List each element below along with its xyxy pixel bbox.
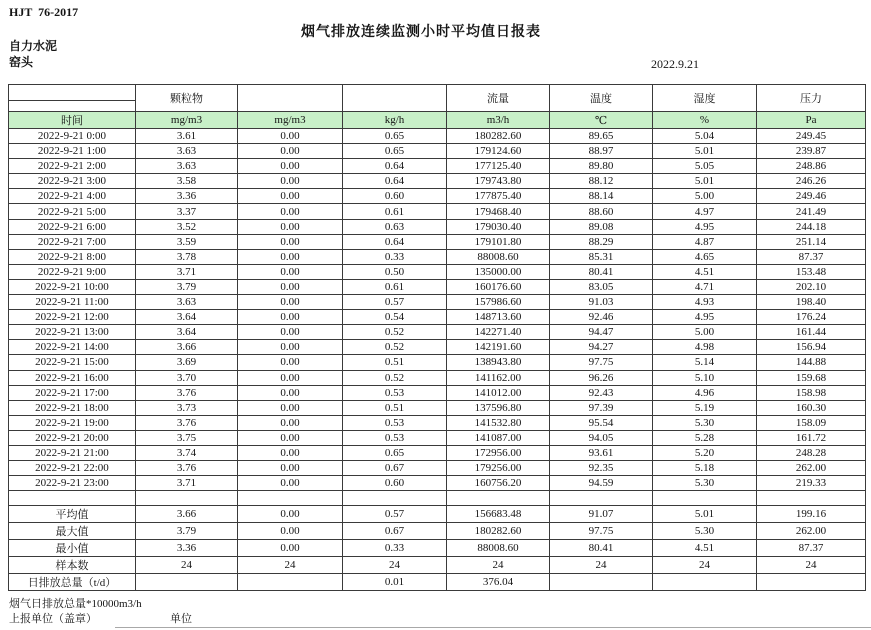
value-cell: 5.01 bbox=[653, 144, 757, 159]
time-cell: 2022-9-21 21:00 bbox=[9, 445, 136, 460]
summary-value bbox=[550, 573, 653, 590]
standard-code: HJT 76-2017 bbox=[9, 5, 79, 19]
value-cell: 0.61 bbox=[343, 204, 447, 219]
table-row bbox=[9, 461, 866, 476]
time-cell: 2022-9-21 2:00 bbox=[9, 159, 136, 174]
data-rows bbox=[9, 129, 866, 491]
value-cell: 202.10 bbox=[757, 279, 866, 294]
value-cell: 4.98 bbox=[653, 340, 757, 355]
value-cell: 0.00 bbox=[238, 370, 343, 385]
time-cell: 2022-9-21 17:00 bbox=[9, 385, 136, 400]
table-row bbox=[9, 340, 866, 355]
value-cell: 88.60 bbox=[550, 204, 653, 219]
summary-value: 24 bbox=[238, 556, 343, 573]
value-cell: 94.47 bbox=[550, 325, 653, 340]
value-cell: 160.30 bbox=[757, 400, 866, 415]
summary-value: 24 bbox=[550, 556, 653, 573]
summary-value bbox=[653, 573, 757, 590]
header-pressure: 压力 bbox=[757, 85, 866, 112]
summary-label: 样本数 bbox=[9, 556, 136, 573]
value-cell: 0.63 bbox=[343, 219, 447, 234]
time-cell: 2022-9-21 14:00 bbox=[9, 340, 136, 355]
header-blank-top bbox=[9, 85, 135, 101]
value-cell: 87.37 bbox=[757, 249, 866, 264]
value-cell: 5.28 bbox=[653, 430, 757, 445]
summary-value: 3.36 bbox=[136, 539, 238, 556]
company-name: 自力水泥 bbox=[9, 39, 58, 53]
time-cell: 2022-9-21 5:00 bbox=[9, 204, 136, 219]
value-cell: 5.01 bbox=[653, 174, 757, 189]
value-cell: 97.75 bbox=[550, 355, 653, 370]
header-blank-bottom bbox=[9, 101, 135, 111]
value-cell: 94.27 bbox=[550, 340, 653, 355]
table-row bbox=[9, 174, 866, 189]
spacer-row bbox=[9, 491, 866, 506]
value-cell: 0.00 bbox=[238, 385, 343, 400]
header-humidity: 湿度 bbox=[653, 85, 757, 112]
time-cell: 2022-9-21 10:00 bbox=[9, 279, 136, 294]
summary-row bbox=[9, 573, 866, 590]
value-cell: 0.54 bbox=[343, 310, 447, 325]
value-cell: 0.53 bbox=[343, 430, 447, 445]
value-cell: 80.41 bbox=[550, 264, 653, 279]
value-cell: 4.51 bbox=[653, 264, 757, 279]
value-cell: 88.12 bbox=[550, 174, 653, 189]
value-cell: 3.79 bbox=[136, 279, 238, 294]
value-cell: 89.80 bbox=[550, 159, 653, 174]
value-cell: 180282.60 bbox=[447, 129, 550, 144]
value-cell: 5.14 bbox=[653, 355, 757, 370]
value-cell: 3.37 bbox=[136, 204, 238, 219]
summary-label: 日排放总量（t/d） bbox=[9, 573, 136, 590]
summary-row bbox=[9, 556, 866, 573]
value-cell: 3.70 bbox=[136, 370, 238, 385]
value-cell: 159.68 bbox=[757, 370, 866, 385]
value-cell: 161.44 bbox=[757, 325, 866, 340]
value-cell: 0.57 bbox=[343, 295, 447, 310]
report-date: 2022.9.21 bbox=[651, 57, 699, 71]
value-cell: 89.65 bbox=[550, 129, 653, 144]
table-row bbox=[9, 144, 866, 159]
summary-label: 最小值 bbox=[9, 539, 136, 556]
station-name: 窑头 bbox=[9, 55, 34, 69]
value-cell: 3.75 bbox=[136, 430, 238, 445]
value-cell: 246.26 bbox=[757, 174, 866, 189]
value-cell: 157986.60 bbox=[447, 295, 550, 310]
unit-mgm3-2: mg/m3 bbox=[238, 112, 343, 129]
value-cell: 88.14 bbox=[550, 189, 653, 204]
value-cell: 239.87 bbox=[757, 144, 866, 159]
value-cell: 3.59 bbox=[136, 234, 238, 249]
value-cell: 3.74 bbox=[136, 445, 238, 460]
summary-value bbox=[757, 573, 866, 590]
value-cell: 179124.60 bbox=[447, 144, 550, 159]
summary-label: 平均值 bbox=[9, 505, 136, 522]
value-cell: 249.46 bbox=[757, 189, 866, 204]
value-cell: 248.28 bbox=[757, 445, 866, 460]
header-blank-2 bbox=[238, 85, 343, 112]
value-cell: 135000.00 bbox=[447, 264, 550, 279]
value-cell: 5.00 bbox=[653, 325, 757, 340]
value-cell: 148713.60 bbox=[447, 310, 550, 325]
value-cell: 0.52 bbox=[343, 340, 447, 355]
value-cell: 248.86 bbox=[757, 159, 866, 174]
table-row bbox=[9, 204, 866, 219]
value-cell: 85.31 bbox=[550, 249, 653, 264]
value-cell: 0.00 bbox=[238, 174, 343, 189]
value-cell: 0.00 bbox=[238, 310, 343, 325]
value-cell: 249.45 bbox=[757, 129, 866, 144]
value-cell: 0.00 bbox=[238, 159, 343, 174]
time-cell: 2022-9-21 18:00 bbox=[9, 400, 136, 415]
value-cell: 179030.40 bbox=[447, 219, 550, 234]
table-row bbox=[9, 159, 866, 174]
value-cell: 94.59 bbox=[550, 476, 653, 491]
value-cell: 5.10 bbox=[653, 370, 757, 385]
value-cell: 142191.60 bbox=[447, 340, 550, 355]
value-cell: 0.00 bbox=[238, 445, 343, 460]
value-cell: 4.96 bbox=[653, 385, 757, 400]
value-cell: 0.00 bbox=[238, 340, 343, 355]
summary-value: 0.33 bbox=[343, 539, 447, 556]
summary-value: 0.00 bbox=[238, 522, 343, 539]
value-cell: 0.00 bbox=[238, 144, 343, 159]
time-cell: 2022-9-21 11:00 bbox=[9, 295, 136, 310]
value-cell: 3.58 bbox=[136, 174, 238, 189]
value-cell: 0.51 bbox=[343, 355, 447, 370]
value-cell: 4.95 bbox=[653, 219, 757, 234]
summary-value: 5.30 bbox=[653, 522, 757, 539]
value-cell: 0.65 bbox=[343, 445, 447, 460]
bottom-divider bbox=[115, 627, 871, 628]
table-row bbox=[9, 415, 866, 430]
value-cell: 156.94 bbox=[757, 340, 866, 355]
value-cell: 3.76 bbox=[136, 385, 238, 400]
value-cell: 0.00 bbox=[238, 129, 343, 144]
table-row bbox=[9, 264, 866, 279]
value-cell: 0.00 bbox=[238, 355, 343, 370]
value-cell: 0.00 bbox=[238, 430, 343, 445]
value-cell: 179256.00 bbox=[447, 461, 550, 476]
value-cell: 0.33 bbox=[343, 249, 447, 264]
time-cell: 2022-9-21 8:00 bbox=[9, 249, 136, 264]
table-row bbox=[9, 370, 866, 385]
value-cell: 3.76 bbox=[136, 415, 238, 430]
value-cell: 172956.00 bbox=[447, 445, 550, 460]
value-cell: 0.00 bbox=[238, 461, 343, 476]
value-cell: 0.60 bbox=[343, 189, 447, 204]
value-cell: 0.00 bbox=[238, 476, 343, 491]
value-cell: 4.95 bbox=[653, 310, 757, 325]
unit-header-row bbox=[9, 112, 866, 129]
unit-mgm3-1: mg/m3 bbox=[136, 112, 238, 129]
value-cell: 0.00 bbox=[238, 204, 343, 219]
time-cell: 2022-9-21 1:00 bbox=[9, 144, 136, 159]
time-cell: 2022-9-21 6:00 bbox=[9, 219, 136, 234]
value-cell: 3.78 bbox=[136, 249, 238, 264]
summary-value: 199.16 bbox=[757, 505, 866, 522]
value-cell: 141012.00 bbox=[447, 385, 550, 400]
summary-value: 24 bbox=[653, 556, 757, 573]
table-row bbox=[9, 445, 866, 460]
value-cell: 219.33 bbox=[757, 476, 866, 491]
value-cell: 91.03 bbox=[550, 295, 653, 310]
table-row bbox=[9, 249, 866, 264]
value-cell: 3.64 bbox=[136, 310, 238, 325]
summary-value: 91.07 bbox=[550, 505, 653, 522]
value-cell: 5.04 bbox=[653, 129, 757, 144]
value-cell: 141087.00 bbox=[447, 430, 550, 445]
value-cell: 5.19 bbox=[653, 400, 757, 415]
summary-value: 3.66 bbox=[136, 505, 238, 522]
value-cell: 92.35 bbox=[550, 461, 653, 476]
summary-value: 180282.60 bbox=[447, 522, 550, 539]
value-cell: 3.69 bbox=[136, 355, 238, 370]
value-cell: 0.61 bbox=[343, 279, 447, 294]
table-row bbox=[9, 295, 866, 310]
table-row bbox=[9, 279, 866, 294]
summary-value: 0.00 bbox=[238, 505, 343, 522]
header-flow: 流量 bbox=[447, 85, 550, 112]
value-cell: 3.52 bbox=[136, 219, 238, 234]
value-cell: 144.88 bbox=[757, 355, 866, 370]
unit-label: 单位 bbox=[170, 613, 192, 625]
value-cell: 5.30 bbox=[653, 415, 757, 430]
reporting-unit-label: 上报单位（盖章） bbox=[9, 613, 97, 625]
value-cell: 137596.80 bbox=[447, 400, 550, 415]
value-cell: 160176.60 bbox=[447, 279, 550, 294]
flow-total-note: 烟气日排放总量*10000m3/h bbox=[9, 598, 142, 610]
value-cell: 3.63 bbox=[136, 295, 238, 310]
summary-value: 88008.60 bbox=[447, 539, 550, 556]
table-row bbox=[9, 310, 866, 325]
value-cell: 5.00 bbox=[653, 189, 757, 204]
value-cell: 0.52 bbox=[343, 325, 447, 340]
value-cell: 5.20 bbox=[653, 445, 757, 460]
value-cell: 251.14 bbox=[757, 234, 866, 249]
value-cell: 0.00 bbox=[238, 279, 343, 294]
value-cell: 88.29 bbox=[550, 234, 653, 249]
value-cell: 0.00 bbox=[238, 234, 343, 249]
value-cell: 0.64 bbox=[343, 174, 447, 189]
value-cell: 96.26 bbox=[550, 370, 653, 385]
table-row bbox=[9, 325, 866, 340]
value-cell: 176.24 bbox=[757, 310, 866, 325]
time-cell: 2022-9-21 9:00 bbox=[9, 264, 136, 279]
table-row bbox=[9, 385, 866, 400]
value-cell: 93.61 bbox=[550, 445, 653, 460]
value-cell: 3.36 bbox=[136, 189, 238, 204]
summary-row bbox=[9, 539, 866, 556]
summary-value: 376.04 bbox=[447, 573, 550, 590]
value-cell: 0.00 bbox=[238, 249, 343, 264]
summary-value: 24 bbox=[136, 556, 238, 573]
summary-rows bbox=[9, 491, 866, 591]
value-cell: 92.46 bbox=[550, 310, 653, 325]
value-cell: 3.61 bbox=[136, 129, 238, 144]
value-cell: 241.49 bbox=[757, 204, 866, 219]
summary-row bbox=[9, 505, 866, 522]
header-particulate: 颗粒物 bbox=[136, 85, 238, 112]
value-cell: 244.18 bbox=[757, 219, 866, 234]
value-cell: 5.05 bbox=[653, 159, 757, 174]
group-header-row bbox=[9, 85, 866, 112]
value-cell: 3.63 bbox=[136, 144, 238, 159]
unit-kgh: kg/h bbox=[343, 112, 447, 129]
summary-value: 24 bbox=[447, 556, 550, 573]
value-cell: 141162.00 bbox=[447, 370, 550, 385]
time-cell: 2022-9-21 20:00 bbox=[9, 430, 136, 445]
report-table bbox=[8, 84, 866, 591]
time-cell: 2022-9-21 3:00 bbox=[9, 174, 136, 189]
value-cell: 0.00 bbox=[238, 264, 343, 279]
value-cell: 94.05 bbox=[550, 430, 653, 445]
time-cell: 2022-9-21 22:00 bbox=[9, 461, 136, 476]
unit-m3h: m3/h bbox=[447, 112, 550, 129]
value-cell: 5.18 bbox=[653, 461, 757, 476]
table-row bbox=[9, 355, 866, 370]
value-cell: 3.73 bbox=[136, 400, 238, 415]
table-row bbox=[9, 476, 866, 491]
value-cell: 3.71 bbox=[136, 264, 238, 279]
value-cell: 0.65 bbox=[343, 129, 447, 144]
header-blank-3 bbox=[343, 85, 447, 112]
value-cell: 89.08 bbox=[550, 219, 653, 234]
value-cell: 3.64 bbox=[136, 325, 238, 340]
value-cell: 0.00 bbox=[238, 219, 343, 234]
value-cell: 0.60 bbox=[343, 476, 447, 491]
summary-value bbox=[136, 573, 238, 590]
summary-row bbox=[9, 522, 866, 539]
value-cell: 0.00 bbox=[238, 295, 343, 310]
value-cell: 0.00 bbox=[238, 189, 343, 204]
value-cell: 92.43 bbox=[550, 385, 653, 400]
value-cell: 158.09 bbox=[757, 415, 866, 430]
summary-value: 4.51 bbox=[653, 539, 757, 556]
value-cell: 0.52 bbox=[343, 370, 447, 385]
summary-value: 87.37 bbox=[757, 539, 866, 556]
summary-value: 0.67 bbox=[343, 522, 447, 539]
table-row bbox=[9, 234, 866, 249]
summary-value: 262.00 bbox=[757, 522, 866, 539]
value-cell: 179468.40 bbox=[447, 204, 550, 219]
value-cell: 153.48 bbox=[757, 264, 866, 279]
value-cell: 262.00 bbox=[757, 461, 866, 476]
summary-value: 97.75 bbox=[550, 522, 653, 539]
value-cell: 161.72 bbox=[757, 430, 866, 445]
value-cell: 158.98 bbox=[757, 385, 866, 400]
time-cell: 2022-9-21 7:00 bbox=[9, 234, 136, 249]
value-cell: 198.40 bbox=[757, 295, 866, 310]
time-cell: 2022-9-21 13:00 bbox=[9, 325, 136, 340]
value-cell: 138943.80 bbox=[447, 355, 550, 370]
time-cell: 2022-9-21 15:00 bbox=[9, 355, 136, 370]
table-row bbox=[9, 400, 866, 415]
value-cell: 179743.80 bbox=[447, 174, 550, 189]
summary-value: 80.41 bbox=[550, 539, 653, 556]
summary-value: 0.57 bbox=[343, 505, 447, 522]
value-cell: 4.87 bbox=[653, 234, 757, 249]
value-cell: 0.64 bbox=[343, 234, 447, 249]
summary-value: 24 bbox=[757, 556, 866, 573]
value-cell: 88.97 bbox=[550, 144, 653, 159]
value-cell: 4.71 bbox=[653, 279, 757, 294]
summary-value: 24 bbox=[343, 556, 447, 573]
summary-value bbox=[238, 573, 343, 590]
value-cell: 4.93 bbox=[653, 295, 757, 310]
unit-pa: Pa bbox=[757, 112, 866, 129]
value-cell: 0.64 bbox=[343, 159, 447, 174]
summary-value: 156683.48 bbox=[447, 505, 550, 522]
value-cell: 97.39 bbox=[550, 400, 653, 415]
unit-celsius: ℃ bbox=[550, 112, 653, 129]
time-cell: 2022-9-21 23:00 bbox=[9, 476, 136, 491]
value-cell: 5.30 bbox=[653, 476, 757, 491]
table-row bbox=[9, 219, 866, 234]
value-cell: 3.71 bbox=[136, 476, 238, 491]
value-cell: 142271.40 bbox=[447, 325, 550, 340]
value-cell: 0.53 bbox=[343, 385, 447, 400]
value-cell: 4.65 bbox=[653, 249, 757, 264]
header-time-blank bbox=[9, 85, 136, 112]
value-cell: 0.65 bbox=[343, 144, 447, 159]
value-cell: 0.00 bbox=[238, 415, 343, 430]
header-temperature: 温度 bbox=[550, 85, 653, 112]
summary-value: 0.00 bbox=[238, 539, 343, 556]
value-cell: 177875.40 bbox=[447, 189, 550, 204]
value-cell: 3.66 bbox=[136, 340, 238, 355]
value-cell: 160756.20 bbox=[447, 476, 550, 491]
value-cell: 88008.60 bbox=[447, 249, 550, 264]
time-cell: 2022-9-21 16:00 bbox=[9, 370, 136, 385]
value-cell: 3.76 bbox=[136, 461, 238, 476]
table-row bbox=[9, 430, 866, 445]
page-title: 烟气排放连续监测小时平均值日报表 bbox=[301, 25, 541, 40]
value-cell: 0.00 bbox=[238, 325, 343, 340]
summary-value: 0.01 bbox=[343, 573, 447, 590]
time-cell: 2022-9-21 0:00 bbox=[9, 129, 136, 144]
time-cell: 2022-9-21 4:00 bbox=[9, 189, 136, 204]
value-cell: 0.51 bbox=[343, 400, 447, 415]
summary-value: 3.79 bbox=[136, 522, 238, 539]
value-cell: 0.00 bbox=[238, 400, 343, 415]
value-cell: 0.53 bbox=[343, 415, 447, 430]
value-cell: 3.63 bbox=[136, 159, 238, 174]
value-cell: 0.50 bbox=[343, 264, 447, 279]
table-row bbox=[9, 189, 866, 204]
unit-percent: % bbox=[653, 112, 757, 129]
value-cell: 83.05 bbox=[550, 279, 653, 294]
value-cell: 179101.80 bbox=[447, 234, 550, 249]
table-row bbox=[9, 129, 866, 144]
time-cell: 2022-9-21 12:00 bbox=[9, 310, 136, 325]
summary-label: 最大值 bbox=[9, 522, 136, 539]
value-cell: 141532.80 bbox=[447, 415, 550, 430]
value-cell: 4.97 bbox=[653, 204, 757, 219]
summary-value: 5.01 bbox=[653, 505, 757, 522]
unit-time: 时间 bbox=[9, 112, 136, 129]
value-cell: 177125.40 bbox=[447, 159, 550, 174]
value-cell: 0.67 bbox=[343, 461, 447, 476]
time-cell: 2022-9-21 19:00 bbox=[9, 415, 136, 430]
value-cell: 95.54 bbox=[550, 415, 653, 430]
